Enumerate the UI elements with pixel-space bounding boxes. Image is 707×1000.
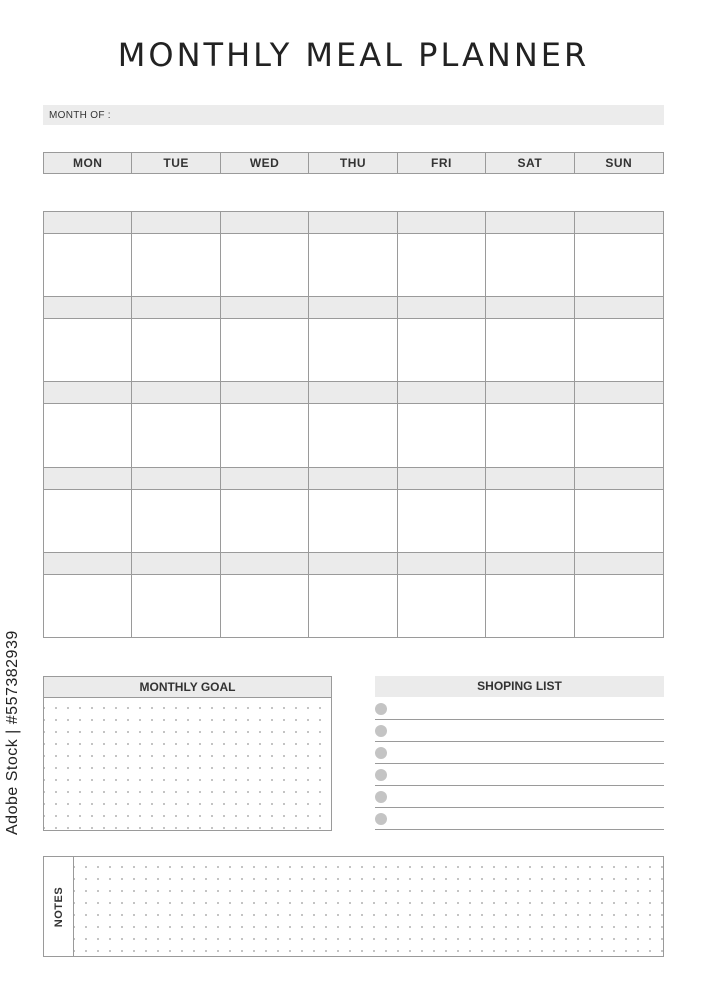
meal-cell[interactable] bbox=[221, 234, 309, 296]
calendar-week bbox=[44, 382, 663, 467]
meal-cell[interactable] bbox=[309, 404, 397, 466]
date-cell[interactable] bbox=[486, 382, 574, 403]
notes-label: NOTES bbox=[52, 886, 65, 927]
date-cell[interactable] bbox=[398, 297, 486, 318]
date-cell[interactable] bbox=[309, 297, 397, 318]
shopping-list-item[interactable] bbox=[375, 765, 664, 786]
meal-row bbox=[44, 490, 663, 552]
day-sat: SAT bbox=[486, 153, 574, 173]
day-thu: THU bbox=[309, 153, 397, 173]
meal-cell[interactable] bbox=[132, 319, 220, 381]
shopping-list-item[interactable] bbox=[375, 721, 664, 742]
date-cell[interactable] bbox=[44, 212, 132, 233]
date-cell[interactable] bbox=[44, 553, 132, 574]
day-tue: TUE bbox=[132, 153, 220, 173]
notes-label-column bbox=[44, 857, 74, 956]
calendar-week bbox=[44, 468, 663, 553]
month-of-field[interactable] bbox=[43, 105, 664, 125]
monthly-goal-box bbox=[43, 676, 332, 831]
day-fri: FRI bbox=[398, 153, 486, 173]
date-cell[interactable] bbox=[309, 212, 397, 233]
calendar-week bbox=[44, 297, 663, 382]
meal-cell[interactable] bbox=[575, 319, 663, 381]
meal-cell[interactable] bbox=[44, 575, 132, 637]
meal-cell[interactable] bbox=[398, 575, 486, 637]
meal-cell[interactable] bbox=[44, 319, 132, 381]
date-strip bbox=[44, 468, 663, 490]
weekday-header bbox=[43, 152, 664, 174]
monthly-goal-area[interactable] bbox=[44, 698, 331, 830]
meal-cell[interactable] bbox=[575, 575, 663, 637]
date-cell[interactable] bbox=[221, 297, 309, 318]
meal-cell[interactable] bbox=[132, 490, 220, 552]
month-of-label: MONTH OF : bbox=[49, 110, 111, 121]
bullet-icon bbox=[375, 813, 387, 825]
meal-cell[interactable] bbox=[132, 575, 220, 637]
shopping-list-item[interactable] bbox=[375, 743, 664, 764]
meal-cell[interactable] bbox=[309, 490, 397, 552]
meal-cell[interactable] bbox=[398, 490, 486, 552]
date-cell[interactable] bbox=[398, 553, 486, 574]
date-cell[interactable] bbox=[575, 297, 663, 318]
date-cell[interactable] bbox=[132, 468, 220, 489]
calendar-week bbox=[44, 553, 663, 637]
date-cell[interactable] bbox=[44, 297, 132, 318]
meal-cell[interactable] bbox=[309, 319, 397, 381]
date-strip bbox=[44, 382, 663, 404]
bullet-icon bbox=[375, 747, 387, 759]
meal-cell[interactable] bbox=[486, 319, 574, 381]
date-cell[interactable] bbox=[486, 297, 574, 318]
meal-cell[interactable] bbox=[398, 404, 486, 466]
meal-cell[interactable] bbox=[132, 234, 220, 296]
meal-cell[interactable] bbox=[221, 319, 309, 381]
shopping-list-item[interactable] bbox=[375, 699, 664, 720]
stock-id-text: Adobe Stock | #557382939 bbox=[4, 630, 21, 835]
meal-cell[interactable] bbox=[486, 490, 574, 552]
meal-cell[interactable] bbox=[398, 319, 486, 381]
meal-row bbox=[44, 319, 663, 381]
date-cell[interactable] bbox=[44, 382, 132, 403]
date-cell[interactable] bbox=[132, 382, 220, 403]
meal-cell[interactable] bbox=[221, 490, 309, 552]
calendar-week bbox=[44, 212, 663, 297]
date-cell[interactable] bbox=[398, 382, 486, 403]
date-cell[interactable] bbox=[486, 212, 574, 233]
date-cell[interactable] bbox=[44, 468, 132, 489]
meal-cell[interactable] bbox=[44, 490, 132, 552]
meal-cell[interactable] bbox=[486, 575, 574, 637]
bullet-icon bbox=[375, 703, 387, 715]
day-mon: MON bbox=[44, 153, 132, 173]
shopping-list-title: SHOPING LIST bbox=[375, 676, 664, 697]
meal-cell[interactable] bbox=[309, 575, 397, 637]
page-title: MONTHLY MEAL PLANNER bbox=[117, 36, 590, 74]
meal-cell[interactable] bbox=[221, 575, 309, 637]
date-cell[interactable] bbox=[575, 468, 663, 489]
date-cell[interactable] bbox=[398, 212, 486, 233]
calendar-grid bbox=[43, 211, 664, 638]
meal-row bbox=[44, 575, 663, 637]
date-cell[interactable] bbox=[486, 468, 574, 489]
date-cell[interactable] bbox=[575, 382, 663, 403]
meal-cell[interactable] bbox=[486, 234, 574, 296]
date-strip bbox=[44, 553, 663, 575]
bullet-icon bbox=[375, 725, 387, 737]
date-cell[interactable] bbox=[221, 468, 309, 489]
meal-cell[interactable] bbox=[309, 234, 397, 296]
meal-cell[interactable] bbox=[486, 404, 574, 466]
date-strip bbox=[44, 297, 663, 319]
date-cell[interactable] bbox=[575, 553, 663, 574]
shopping-list-item[interactable] bbox=[375, 809, 664, 830]
shopping-list-item[interactable] bbox=[375, 787, 664, 808]
meal-cell[interactable] bbox=[575, 404, 663, 466]
meal-cell[interactable] bbox=[575, 490, 663, 552]
date-cell[interactable] bbox=[309, 553, 397, 574]
bullet-icon bbox=[375, 791, 387, 803]
notes-area[interactable] bbox=[74, 857, 663, 956]
date-strip bbox=[44, 212, 663, 234]
day-sun: SUN bbox=[605, 156, 633, 170]
meal-row bbox=[44, 234, 663, 296]
date-cell[interactable] bbox=[309, 468, 397, 489]
date-cell[interactable] bbox=[132, 553, 220, 574]
date-cell[interactable] bbox=[221, 382, 309, 403]
bullet-icon bbox=[375, 769, 387, 781]
meal-cell[interactable] bbox=[132, 404, 220, 466]
date-cell[interactable] bbox=[221, 553, 309, 574]
day-wed: WED bbox=[221, 153, 309, 173]
monthly-goal-title: MONTHLY GOAL bbox=[44, 677, 331, 698]
date-cell[interactable] bbox=[132, 297, 220, 318]
date-cell[interactable] bbox=[132, 212, 220, 233]
meal-cell[interactable] bbox=[44, 404, 132, 466]
date-cell[interactable] bbox=[221, 212, 309, 233]
date-cell[interactable] bbox=[398, 468, 486, 489]
meal-cell[interactable] bbox=[398, 234, 486, 296]
date-cell[interactable] bbox=[309, 382, 397, 403]
meal-cell[interactable] bbox=[221, 404, 309, 466]
meal-cell[interactable] bbox=[575, 234, 663, 296]
date-cell[interactable] bbox=[575, 212, 663, 233]
date-cell[interactable] bbox=[486, 553, 574, 574]
notes-box bbox=[43, 856, 664, 957]
meal-row bbox=[44, 404, 663, 466]
meal-cell[interactable] bbox=[44, 234, 132, 296]
